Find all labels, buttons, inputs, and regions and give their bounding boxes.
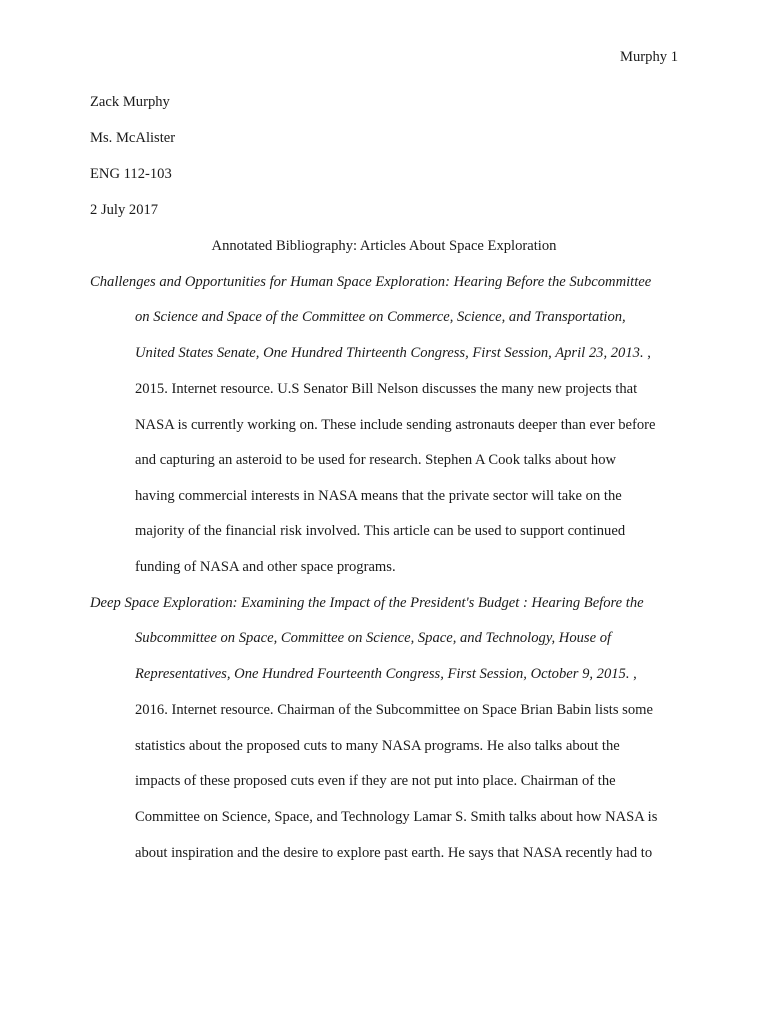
entry-annotation-line: 2015. Internet resource. U.S Senator Bill Nelson discusses the many new projects that: [135, 381, 638, 397]
instructor-name: Ms. McAlister: [90, 130, 176, 146]
entry-title-text: United States Senate, One Hundred Thirteenth Congress, First Session, April 23, 2013.: [135, 345, 644, 361]
entry-annotation-line: 2016. Internet resource. Chairman of the Subcommittee on Space Brian Babin lists some: [135, 702, 653, 718]
entry-annotation-line: impacts of these proposed cuts even if they are not put into place. Chairman of the: [135, 773, 616, 789]
entry-title-line: Subcommittee on Space, Committee on Science, Space, and Technology, House of: [135, 630, 612, 646]
entry-title-line: on Science and Space of the Committee on Commerce, Science, and Transportation,: [135, 309, 626, 325]
entry-title-line: Challenges and Opportunities for Human Space Exploration: Hearing Before the Subcommittee: [90, 274, 652, 290]
entry-title-line: [135, 343, 651, 363]
entry-annotation-line: about inspiration and the desire to explore past earth. He says that NASA recently had to: [135, 845, 653, 861]
entry-title-punct: ,: [643, 345, 651, 361]
entry-title-text: Representatives, One Hundred Fourteenth Congress, First Session, October 9, 2015.: [135, 666, 630, 682]
entry-annotation-line: majority of the financial risk involved. This article can be used to support continued: [135, 523, 626, 539]
entry-title-punct: ,: [629, 666, 637, 682]
student-name: Zack Murphy: [90, 94, 170, 110]
entry-title-line: [135, 664, 637, 684]
entry-annotation-line: NASA is currently working on. These include sending astronauts deeper than ever before: [135, 417, 656, 433]
page-title: Annotated Bibliography: Articles About Space Exploration: [211, 238, 557, 254]
entry-annotation-line: and capturing an asteroid to be used for research. Stephen A Cook talks about how: [135, 452, 617, 468]
entry-annotation-line: funding of NASA and other space programs.: [135, 559, 396, 575]
entry-annotation-line: statistics about the proposed cuts to many NASA programs. He also talks about the: [135, 738, 620, 754]
entry-annotation-line: having commercial interests in NASA means that the private sector will take on the: [135, 488, 622, 504]
course-code: ENG 112-103: [90, 166, 172, 182]
entry-annotation-line: Committee on Science, Space, and Technology Lamar S. Smith talks about how NASA is: [135, 809, 658, 825]
entry-title-line: Deep Space Exploration: Examining the Impact of the President's Budget : Hearing Before the: [90, 595, 644, 611]
page-header-running-head: Murphy 1: [620, 49, 678, 65]
document-date: 2 July 2017: [90, 202, 159, 218]
